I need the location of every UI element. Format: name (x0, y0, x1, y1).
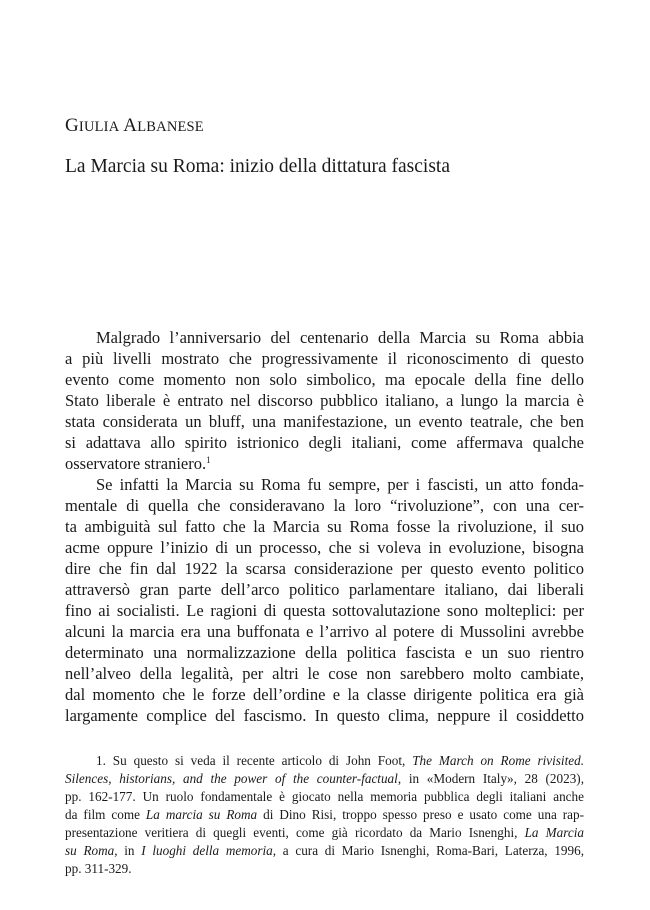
body-line: dire che fin dal 1922 la scarsa considerazione per questo evento politico (65, 559, 584, 578)
body-line: si adattava allo spirito istrionico degli italiani, come affermava qualche (65, 433, 584, 452)
author-last-initial: A (123, 115, 138, 136)
body-line: largamente complice del fascismo. In questo clima, neppure il cosiddetto (65, 706, 584, 725)
author-name (65, 115, 204, 137)
body-line: dal momento che le forze dell’ordine e la classe dirigente politica era già (65, 685, 584, 704)
footnote-line: presentazione veritiera di quegli eventi, come già ricordato da Mario Isnenghi, La Marcia (65, 825, 584, 840)
body-line: evento come momento non solo simbolico, ma epocale della fine dello (65, 370, 584, 389)
footnote-line: pp. 162-177. Un ruolo fondamentale è giocato nella memoria pubblica degli italiani anche (65, 789, 584, 804)
body-line: Stato liberale è entrato nel discorso pubblico italiano, a lungo la marcia è (65, 391, 584, 410)
body-line-text: osservatore straniero. (65, 454, 207, 473)
author-first-initial: G (65, 115, 79, 136)
body-line: alcuni la marcia era una buffonata e l’arrivo al potere di Mussolini avrebbe (65, 622, 584, 641)
body-line: fino ai socialisti. Le ragioni di questa sottovalutazione sono molteplici: per (65, 601, 584, 620)
body-line: determinato una normalizzazione della politica fascista e un suo rientro (65, 643, 584, 662)
footnote-line: da film come La marcia su Roma di Dino Risi, troppo spesso preso e usato come una rap- (65, 807, 585, 822)
footnote-line: su Roma, in I luoghi della memoria, a cura di Mario Isnenghi, Roma-Bari, Laterza, 1996, (65, 843, 584, 858)
author-last-rest: LBANESE (137, 119, 204, 135)
author-first-rest: IULIA (78, 119, 120, 135)
body-line: Se infatti la Marcia su Roma fu sempre, per i fascisti, un atto fonda- (96, 475, 584, 494)
footnote-line: Silences, historians, and the power of the counter-factual, in «Modern Italy», 28 (2023), (65, 771, 584, 786)
body-line: acme oppure l’inizio di un processo, che si voleva in evoluzione, bisogna (65, 538, 584, 557)
body-line: ta ambiguità sul fatto che la Marcia su Roma fosse la rivoluzione, il suo (65, 517, 584, 536)
chapter-title: La Marcia su Roma: inizio della dittatura fascista (65, 156, 450, 177)
body-line: attraversò gran parte dell’arco politico parlamentare italiano, dai liberali (65, 580, 584, 599)
body-line: a più livelli mostrato che progressivamente il riconoscimento di questo (65, 349, 584, 368)
body-line: mentale di quella che consideravano la loro “rivoluzione”, con una cer- (65, 496, 584, 515)
footnote-line: 1. Su questo si veda il recente articolo di John Foot, The March on Rome rivisited. (96, 753, 584, 768)
footnote-line: pp. 311-329. (65, 861, 132, 876)
body-line (65, 453, 584, 474)
body-line: Malgrado l’anniversario del centenario della Marcia su Roma abbia (96, 328, 584, 347)
body-line: stata considerata un bluff, una manifestazione, un evento teatrale, che ben (65, 412, 584, 431)
body-line: nell’alveo della legalità, per altri le cose non sarebbero molto cambiate, (65, 664, 584, 683)
footnote-reference: 1 (206, 455, 211, 465)
